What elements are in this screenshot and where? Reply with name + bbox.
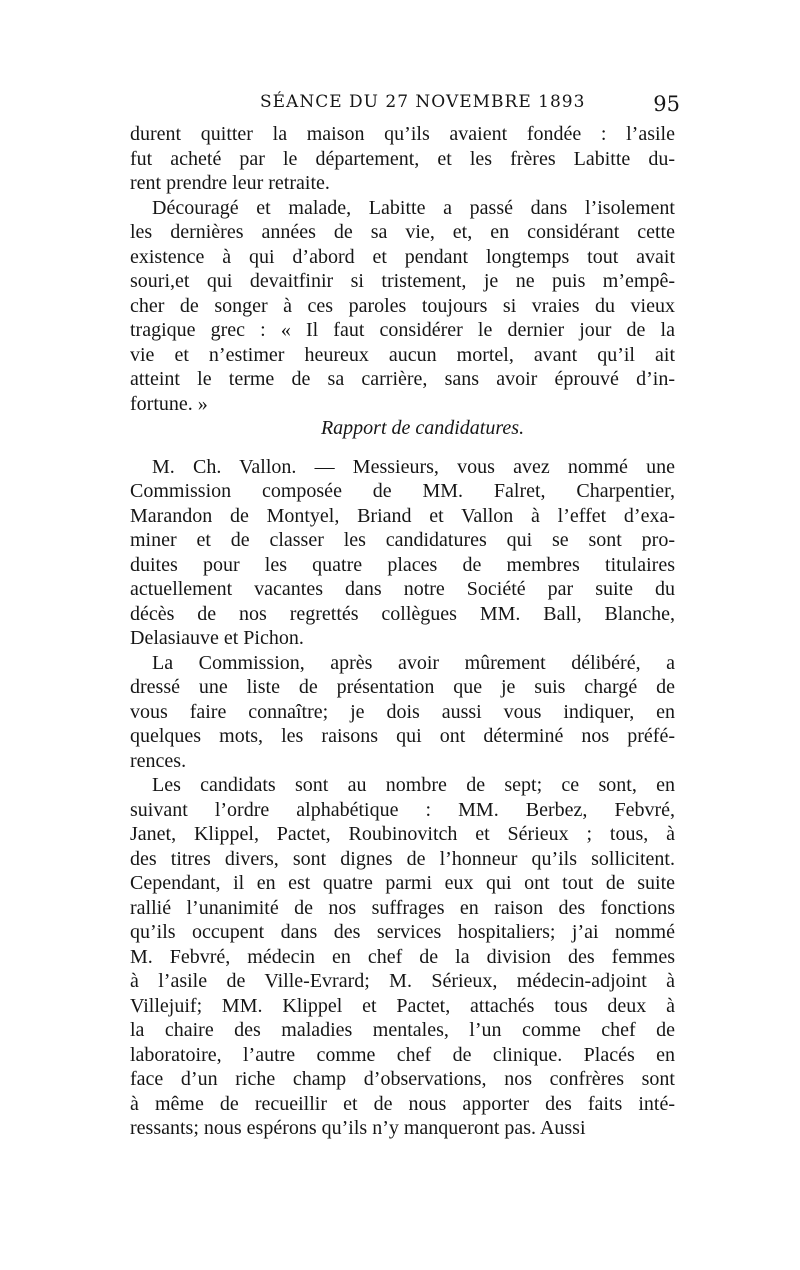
paragraph <box>130 651 675 774</box>
text-line: miner et de classer les candidatures qui se sont pro- <box>130 529 675 551</box>
text-line: fortune. » <box>130 392 208 415</box>
text-line: actuellement vacantes dans notre Société par suite du <box>130 578 675 600</box>
text-line: Commission composée de MM. Falret, Charpentier, <box>130 480 675 502</box>
paragraph <box>130 455 675 651</box>
page-number: 95 <box>653 92 680 116</box>
text-line: dressé une liste de présentation que je suis chargé de <box>130 676 675 698</box>
text-line: à même de recueillir et de nous apporter des faits inté- <box>130 1092 675 1115</box>
heading-spacer <box>130 441 675 455</box>
text-line: la chaire des maladies mentales, l’un comme chef de <box>130 1019 675 1041</box>
text-line: des titres divers, sont dignes de l’honneur qu’ils sollicitent. <box>130 847 675 870</box>
text-line: Villejuif; MM. Klippel et Pactet, attachés tous deux à <box>130 994 675 1017</box>
text-line: vie et n’estimer heureux aucun mortel, avant qu’il ait <box>130 343 675 366</box>
paragraph <box>130 773 675 1141</box>
text-line: durent quitter la maison qu’ils avaient fondée : l’asile <box>130 123 675 145</box>
text-line: quelques mots, les raisons qui ont déterminé nos préfé- <box>130 725 675 747</box>
text-line: souri,et qui devaitfinir si tristement, je ne puis m’empê- <box>130 270 675 292</box>
text-line: Delasiauve et Pichon. <box>130 627 304 649</box>
text-line: rences. <box>130 749 187 772</box>
text-line: Découragé et malade, Labitte a passé dans l’isolement <box>152 196 675 219</box>
text-line: fut acheté par le département, et les frères Labitte du- <box>130 147 675 170</box>
text-line: duites pour les quatre places de membres titulaires <box>130 553 675 576</box>
text-line: tragique grec : « Il faut considérer le dernier jour de la <box>130 319 675 341</box>
text-line: rallié l’unanimité de nos suffrages en raison des fonctions <box>130 896 675 919</box>
text-line: M. Ch. Vallon. — Messieurs, vous avez nommé une <box>152 455 675 478</box>
text-line: cher de songer à ces paroles toujours si vraies du vieux <box>130 294 675 317</box>
text-line: rent prendre leur retraite. <box>130 172 330 194</box>
text-line: ressants; nous espérons qu’ils n’y manqueront pas. Aussi <box>130 1117 586 1139</box>
text-line: Janet, Klippel, Pactet, Roubinovitch et Sérieux ; tous, à <box>130 823 675 845</box>
body-text <box>130 122 675 1141</box>
text-line: M. Febvré, médecin en chef de la division des femmes <box>130 945 675 968</box>
text-line: décès de nos regrettés collègues MM. Ball, Blanche, <box>130 602 675 625</box>
text-line: Marandon de Montyel, Briand et Vallon à l’effet d’exa- <box>130 504 675 527</box>
text-line: La Commission, après avoir mûrement délibéré, a <box>152 651 675 674</box>
text-line: qu’ils occupent dans des services hospitaliers; j’ai nommé <box>130 921 675 943</box>
text-line: laboratoire, l’autre comme chef de clinique. Placés en <box>130 1043 675 1066</box>
text-line: vous faire connaître; je dois aussi vous indiquer, en <box>130 700 675 723</box>
text-line: atteint le terme de sa carrière, sans avoir éprouvé d’in- <box>130 368 675 390</box>
text-line: suivant l’ordre alphabétique : MM. Berbez, Febvré, <box>130 798 675 821</box>
paragraph <box>130 122 675 196</box>
text-section-before <box>130 122 675 416</box>
text-line: Cependant, il en est quatre parmi eux qui ont tout de suite <box>130 872 675 894</box>
text-line: existence à qui d’abord et pendant longtemps tout avait <box>130 245 675 268</box>
text-line: face d’un riche champ d’observations, nos confrères sont <box>130 1068 675 1090</box>
text-line: les dernières années de sa vie, et, en considérant cette <box>130 221 675 243</box>
text-section-after <box>130 455 675 1141</box>
paragraph <box>130 196 675 417</box>
text-line: Les candidats sont au nombre de sept; ce sont, en <box>152 774 675 796</box>
section-heading: Rapport de candidatures. <box>320 417 525 439</box>
text-line: à l’asile de Ville-Evrard; M. Sérieux, médecin-adjoint à <box>130 970 675 992</box>
running-head <box>130 92 680 122</box>
running-title: SÉANCE DU 27 NOVEMBRE 1893 <box>260 92 586 112</box>
